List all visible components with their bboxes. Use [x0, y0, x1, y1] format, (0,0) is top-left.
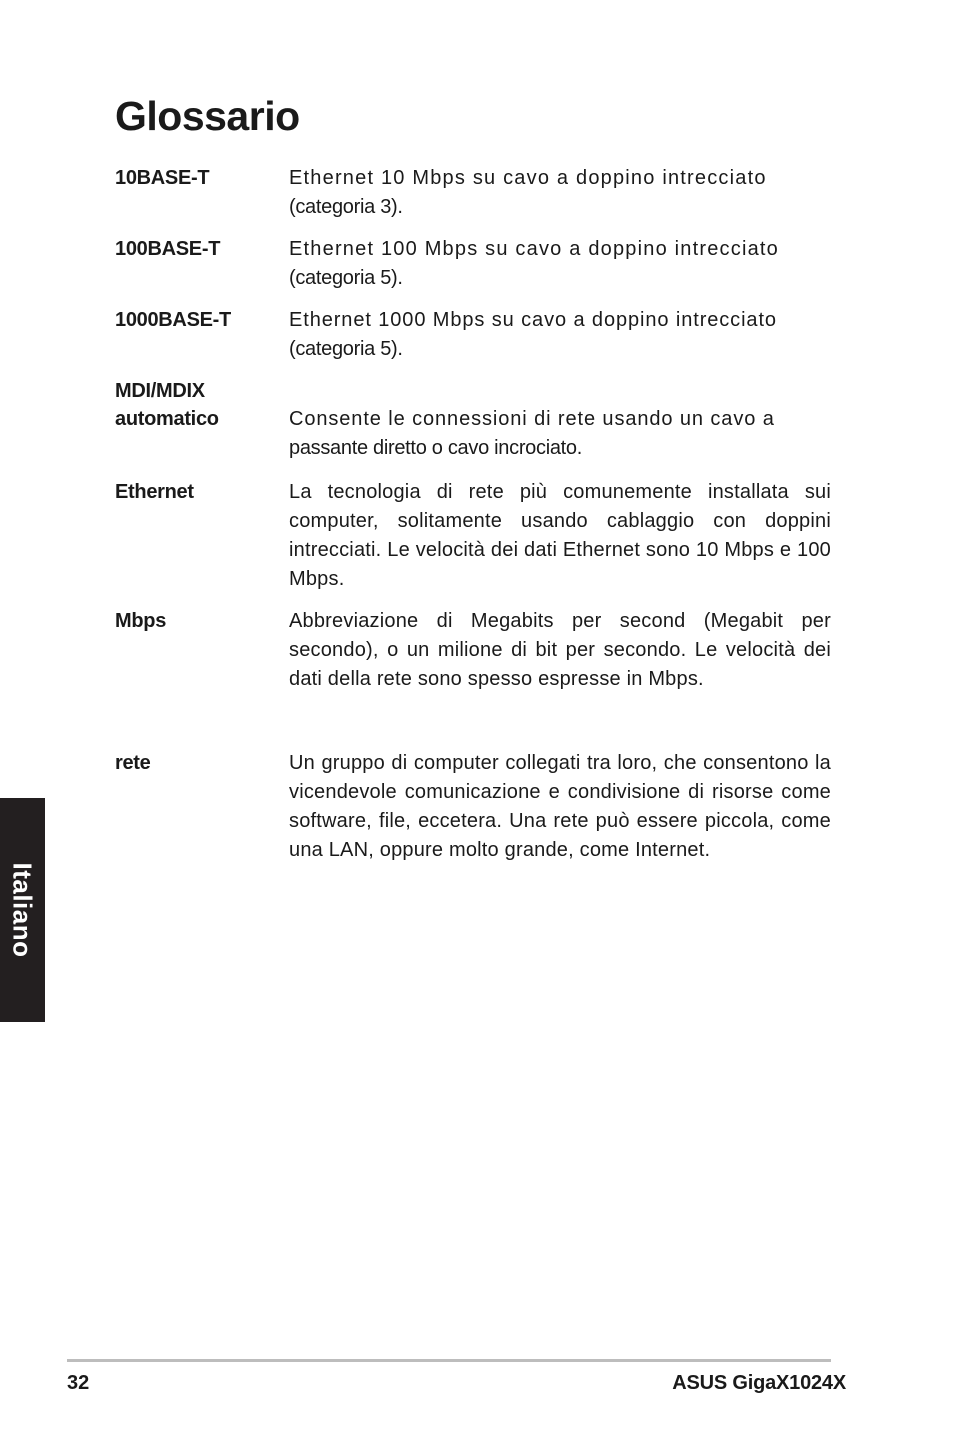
glossary-definition: Abbreviazione di Megabits per second (Megabit per secondo), o un milione di bit per secondo. Le velocità dei dati della rete sono spesso espresse in Mbps.: [289, 610, 831, 690]
term-line: automatico: [115, 408, 219, 430]
glossary-term: Ethernet: [115, 481, 194, 503]
glossary-definition: Un gruppo di computer collegati tra loro, che consentono la vicendevole comunicazione e condivisione di risorse come software, file, eccetera. Una rete può essere piccola, come una LAN, oppure molto grande, come Internet.: [289, 752, 831, 861]
language-side-tab: [0, 798, 45, 1022]
glossary-term: 1000BASE-T: [115, 309, 231, 331]
glossary-definition: La tecnologia di rete più comunemente installata sui computer, solitamente usando cablaggio con doppini intrecciati. Le velocità dei dati Ethernet sono 10 Mbps e 100 Mbps.: [289, 481, 831, 590]
definition-line: passante diretto o cavo incrociato.: [289, 437, 583, 459]
glossary-term: rete: [115, 752, 151, 774]
page-number: 32: [67, 1372, 90, 1394]
glossary-definition: [289, 235, 831, 293]
definition-line: (categoria 5).: [289, 338, 403, 360]
glossary-term: 100BASE-T: [115, 238, 221, 260]
definition-line: Consente le connessioni di rete usando un cavo a: [289, 408, 775, 430]
definition-line: Ethernet 1000 Mbps su cavo a doppino intrecciato: [289, 309, 777, 331]
definition-line: (categoria 5).: [289, 267, 403, 289]
footer-product-name: ASUS GigaX1024X: [672, 1372, 846, 1394]
glossary-term: 10BASE-T: [115, 167, 210, 189]
term-line: MDI/MDIX: [115, 380, 205, 402]
glossary-term: Mbps: [115, 610, 167, 632]
page-title: Glossario: [115, 93, 300, 139]
definition-line: Ethernet 100 Mbps su cavo a doppino intrecciato: [289, 238, 780, 260]
glossary-definition: [289, 306, 831, 364]
footer-divider: [67, 1359, 831, 1362]
definition-line: Ethernet 10 Mbps su cavo a doppino intrecciato: [289, 167, 767, 189]
language-tab-label: Italiano: [7, 862, 38, 958]
definition-line: (categoria 3).: [289, 196, 403, 218]
glossary-term: [115, 377, 285, 433]
glossary-definition: [289, 405, 831, 463]
glossary-definition: [289, 164, 831, 222]
